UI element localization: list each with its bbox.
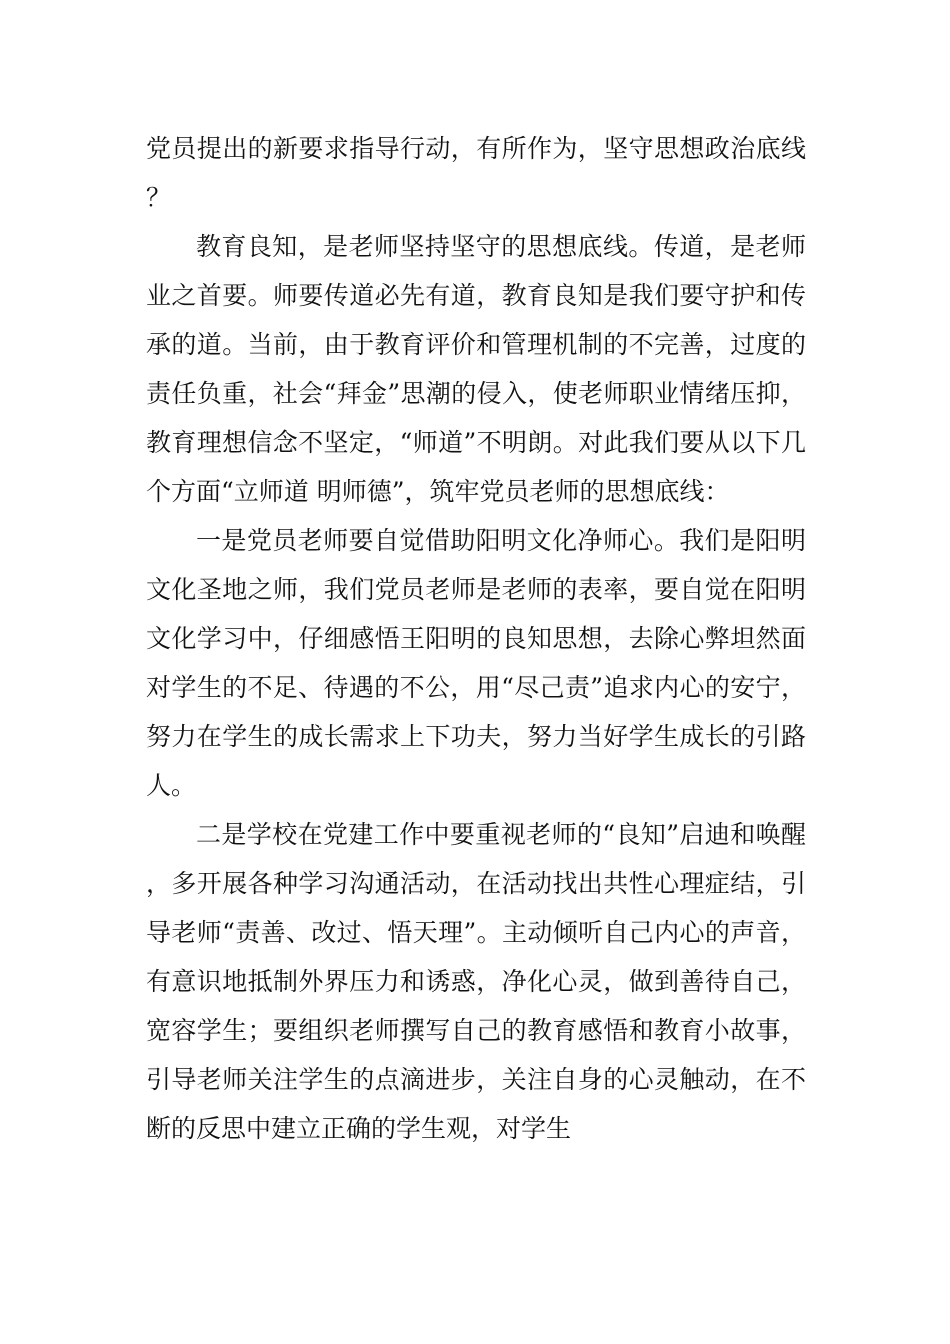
paragraph-point-two: 二是学校在党建工作中要重视老师的“良知”启迪和唤醒，多开展各种学习沟通活动，在活动找出共性心理症结，引导老师“责善、改过、悟天理”。主动倾听自己内心的声音，有意识地抵制外界压力和诱惑，净化心灵，做到善待自己，宽容学生；要组织老师撰写自己的教育感悟和教育小故事，引导老师关注学生的点滴进步，关注自身的心灵触动，在不断的反思中建立正确的学生观，对学生 [146,820,806,1143]
paragraph-moral-bottom-line: 教育良知，是老师坚持坚守的思想底线。传道，是老师业之首要。师要传道必先有道，教育良知是我们要守护和传承的道。当前，由于教育评价和管理机制的不完善，过度的责任负重，社会“拜金”思潮的侵入，使老师职业情绪压抑，教育理想信念不坚定，“师道”不明朗。对此我们要从以下几个方面“立师道 明师德”，筑牢党员老师的思想底线： [146,232,806,506]
paragraph-point-one: 一是党员老师要自觉借助阳明文化净师心。我们是阳明文化圣地之师，我们党员老师是老师的表率，要自觉在阳明文化学习中，仔细感悟王阳明的良知思想，去除心弊坦然面对学生的不足、待遇的不公，用“尽己责”追求内心的安宁，努力在学生的成长需求上下功夫，努力当好学生成长的引路人。 [146,526,806,800]
paragraph-continuation: 党员提出的新要求指导行动，有所作为，坚守思想政治底线？ [146,134,806,212]
document-body [146,124,806,1153]
